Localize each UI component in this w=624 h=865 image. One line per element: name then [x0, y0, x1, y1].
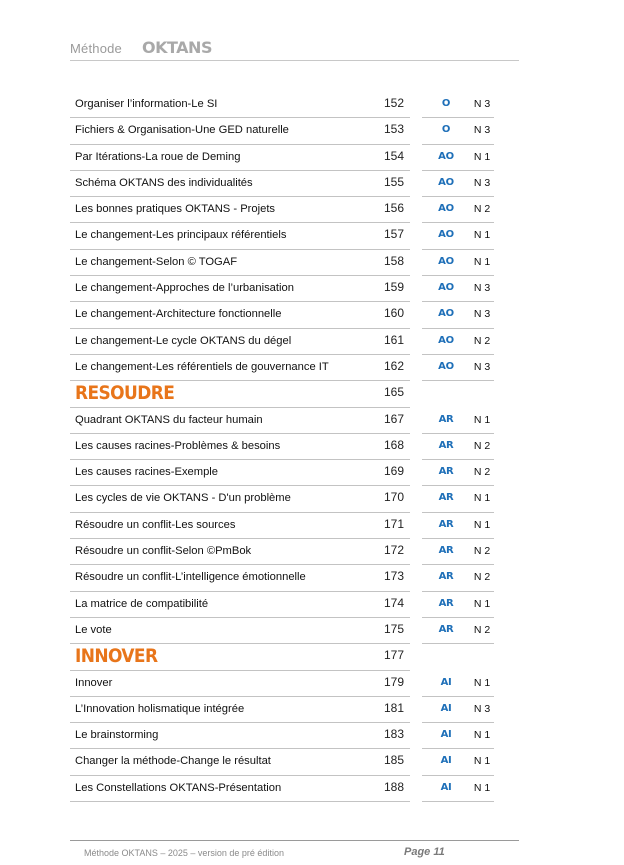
toc-page-number: 157 — [383, 227, 405, 242]
toc-entry-row[interactable] — [70, 776, 510, 802]
toc-level: N 1 — [473, 150, 491, 163]
toc-entry-row[interactable] — [70, 486, 510, 512]
toc-category-code: AO — [438, 176, 454, 188]
toc-entry-row[interactable] — [70, 171, 510, 197]
toc-entry-title: Résoudre un conflit-Selon ©PmBok — [75, 545, 252, 558]
toc-page-number: 170 — [383, 490, 405, 505]
toc-entry-title: Quadrant OKTANS du facteur humain — [75, 413, 263, 426]
toc-page-number: 175 — [383, 621, 405, 636]
toc-page-number: 185 — [383, 753, 405, 768]
toc-level: N 3 — [473, 176, 491, 189]
toc-section-row[interactable] — [70, 381, 510, 407]
toc-level: N 2 — [473, 571, 491, 584]
toc-entry-title: Le vote — [75, 623, 112, 636]
toc-entry-row[interactable] — [70, 671, 510, 697]
toc-entry-row[interactable] — [70, 592, 510, 618]
toc-category-code: AI — [440, 755, 452, 767]
toc-entry-title: L’Innovation holismatique intégrée — [75, 702, 245, 715]
toc-entry-row[interactable] — [70, 145, 510, 171]
toc-level: N 2 — [473, 439, 491, 452]
toc-level: N 1 — [473, 755, 491, 768]
toc-page-number: 161 — [383, 332, 405, 347]
toc-level: N 3 — [473, 98, 491, 110]
page-footer — [70, 840, 519, 861]
toc-entry-title: Le changement-Le cycle OKTANS du dégel — [75, 334, 292, 347]
toc-level: N 2 — [473, 623, 491, 636]
toc-level: N 1 — [473, 518, 491, 531]
toc-category-code: AO — [438, 360, 454, 372]
toc-category-code: AR — [438, 413, 454, 425]
toc-level: N 2 — [473, 334, 491, 347]
toc-entry-title: Le brainstorming — [75, 729, 159, 742]
toc-section-title: RESOUDRE — [75, 382, 175, 405]
toc-entry-row[interactable] — [70, 723, 510, 749]
toc-category-code: AO — [438, 334, 454, 346]
toc-level: N 1 — [473, 255, 491, 268]
toc-entry-title: Organiser l’information-Le SI — [75, 98, 218, 110]
toc-category-code: AO — [438, 150, 454, 162]
toc-page-number: 159 — [383, 280, 405, 295]
toc-level: N 3 — [473, 282, 491, 295]
toc-page-number: 174 — [383, 595, 405, 610]
toc-category-code: AR — [438, 492, 454, 504]
toc-category-code: AI — [440, 781, 452, 793]
toc-level: N 2 — [473, 203, 491, 216]
toc-entry-row[interactable] — [70, 513, 510, 539]
toc-entry-title: Le changement-Selon © TOGAF — [75, 255, 238, 268]
footer-page-number: Page 11 — [404, 846, 445, 858]
toc-level: N 3 — [473, 702, 491, 715]
toc-entry-title: Les cycles de vie OKTANS - D'un problème — [75, 492, 291, 505]
toc-category-code: AI — [440, 676, 452, 688]
toc-page-number: 169 — [383, 464, 405, 479]
toc-entry-row[interactable] — [70, 92, 510, 118]
toc-level: N 1 — [473, 413, 491, 426]
toc-category-code: AO — [438, 255, 454, 267]
toc-entry-row[interactable] — [70, 118, 510, 144]
toc-page-number: 167 — [383, 411, 405, 426]
toc-entry-row[interactable] — [70, 434, 510, 460]
toc-category-code: AR — [438, 623, 454, 635]
toc-entry-row[interactable] — [70, 618, 510, 644]
toc-category-code: AR — [438, 571, 454, 583]
toc-entry-row[interactable] — [70, 460, 510, 486]
toc-entry-row[interactable] — [70, 329, 510, 355]
toc-level: N 1 — [473, 597, 491, 610]
toc-level: N 3 — [473, 360, 491, 373]
toc-page-number: 179 — [383, 674, 405, 689]
toc-category-code: O — [441, 98, 451, 109]
toc-page-number: 160 — [383, 306, 405, 321]
toc-page-number: 165 — [383, 385, 405, 400]
toc-entry-row[interactable] — [70, 250, 510, 276]
toc-category-code: AI — [440, 729, 452, 741]
toc-section-row[interactable] — [70, 644, 510, 670]
table-of-contents — [70, 92, 510, 802]
toc-section-title: INNOVER — [75, 645, 158, 668]
toc-page-number: 168 — [383, 437, 405, 452]
toc-entry-title: Résoudre un conflit-Les sources — [75, 518, 236, 531]
footer-text: Méthode OKTANS – 2025 – version de pré édition — [84, 848, 284, 858]
toc-entry-title: Le changement-Les référentiels de gouvernance IT — [75, 360, 329, 373]
header-methode-label: Méthode — [70, 41, 122, 56]
toc-page-number: 173 — [383, 569, 405, 584]
toc-entry-title: Le changement-Les principaux référentiels — [75, 229, 287, 242]
toc-page-number: 172 — [383, 543, 405, 558]
toc-entry-row[interactable] — [70, 697, 510, 723]
toc-category-code: AR — [438, 466, 454, 478]
toc-entry-row[interactable] — [70, 408, 510, 434]
toc-category-code: AR — [438, 597, 454, 609]
row-underline-right — [422, 801, 494, 802]
toc-level: N 1 — [473, 781, 491, 794]
oktans-logo: OKTANS — [142, 38, 212, 57]
toc-entry-title: Les causes racines-Exemple — [75, 466, 219, 479]
toc-entry-row[interactable] — [70, 302, 510, 328]
toc-category-code: O — [441, 124, 451, 136]
toc-entry-title: Les Constellations OKTANS-Présentation — [75, 781, 282, 794]
toc-level: N 1 — [473, 729, 491, 742]
toc-entry-title: Les causes racines-Problèmes & besoins — [75, 439, 281, 452]
toc-entry-title: Les bonnes pratiques OKTANS - Projets — [75, 203, 276, 216]
row-underline — [70, 801, 410, 802]
toc-level: N 2 — [473, 466, 491, 479]
toc-page-number: 156 — [383, 201, 405, 216]
toc-level: N 2 — [473, 545, 491, 558]
toc-entry-row[interactable] — [70, 565, 510, 591]
toc-page-number: 177 — [383, 648, 405, 663]
toc-category-code: AR — [438, 518, 454, 530]
toc-entry-row[interactable] — [70, 223, 510, 249]
toc-page-number: 155 — [383, 174, 405, 189]
toc-category-code: AR — [438, 545, 454, 557]
toc-category-code: AI — [440, 702, 452, 714]
toc-page-number: 188 — [383, 779, 405, 794]
toc-entry-title: Le changement-Approches de l’urbanisation — [75, 282, 294, 295]
toc-page-number: 152 — [383, 96, 405, 110]
toc-entry-title: Par Itérations-La roue de Deming — [75, 150, 241, 163]
toc-entry-title: Changer la méthode-Change le résultat — [75, 755, 271, 768]
toc-category-code: AO — [438, 308, 454, 320]
toc-entry-row[interactable] — [70, 355, 510, 381]
toc-category-code: AR — [438, 439, 454, 451]
toc-category-code: AO — [438, 203, 454, 215]
toc-level: N 1 — [473, 492, 491, 505]
toc-category-code: AO — [438, 282, 454, 294]
toc-level: N 3 — [473, 124, 491, 137]
toc-entry-row[interactable] — [70, 749, 510, 775]
toc-page-number: 162 — [383, 358, 405, 373]
toc-entry-title: Résoudre un conflit-L’intelligence émotionnelle — [75, 571, 306, 584]
page-header — [70, 38, 519, 61]
toc-level: N 3 — [473, 308, 491, 321]
toc-page-number: 153 — [383, 122, 405, 137]
toc-entry-title: Innover — [75, 676, 113, 689]
toc-page-number: 171 — [383, 516, 405, 531]
toc-entry-title: Le changement-Architecture fonctionnelle — [75, 308, 282, 321]
toc-category-code: AO — [438, 229, 454, 241]
toc-page-number: 181 — [383, 700, 405, 715]
toc-level: N 1 — [473, 229, 491, 242]
toc-level: N 1 — [473, 676, 491, 689]
toc-entry-title: Schéma OKTANS des individualités — [75, 176, 253, 189]
toc-page-number: 158 — [383, 253, 405, 268]
toc-entry-row[interactable] — [70, 539, 510, 565]
toc-page-number: 154 — [383, 148, 405, 163]
toc-page-number: 183 — [383, 727, 405, 742]
toc-entry-title: Fichiers & Organisation-Une GED naturelle — [75, 124, 289, 137]
toc-entry-row[interactable] — [70, 276, 510, 302]
toc-entry-title: La matrice de compatibilité — [75, 597, 209, 610]
toc-entry-row[interactable] — [70, 197, 510, 223]
